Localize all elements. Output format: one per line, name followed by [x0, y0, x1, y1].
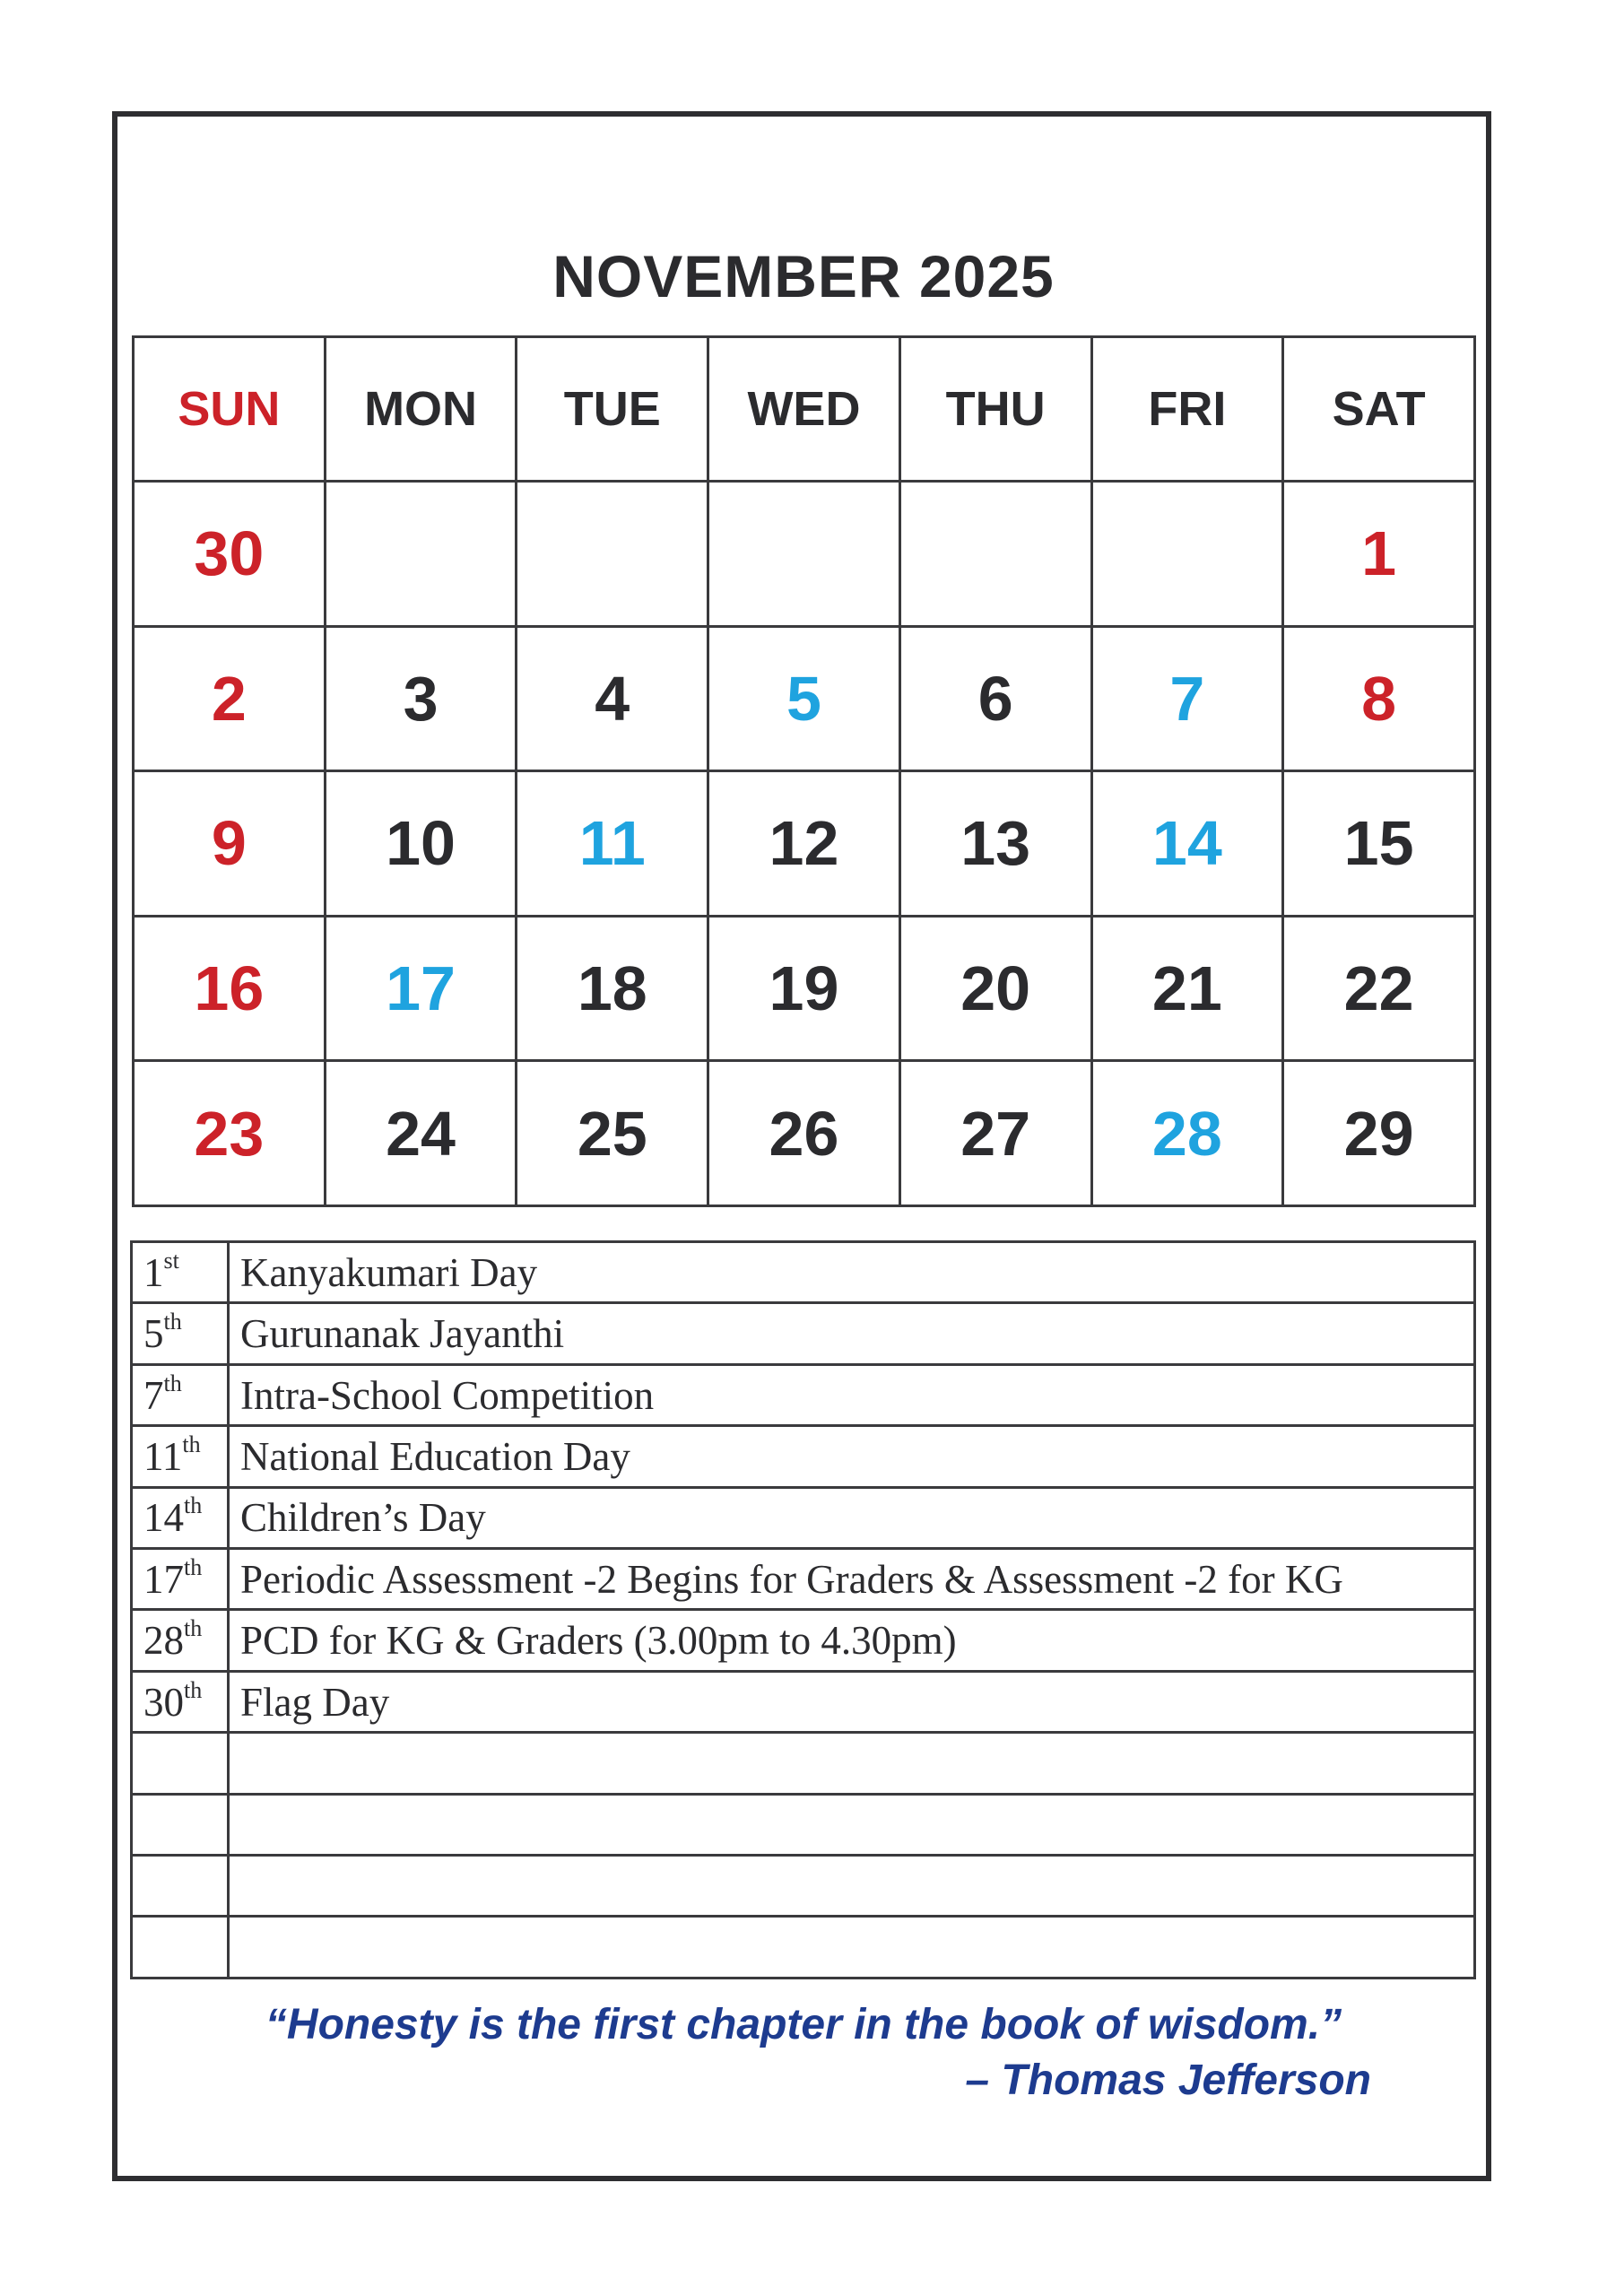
event-row [132, 1364, 1475, 1425]
event-row [132, 1856, 1475, 1917]
quote-text: “Honesty is the first chapter in the book of wisdom.” [265, 2001, 1342, 2048]
event-date-suffix: th [184, 1553, 203, 1580]
day-cell: 2 [134, 626, 326, 771]
event-date-number: 11 [143, 1433, 183, 1479]
day-cell: 11 [517, 771, 708, 917]
day-cell: 19 [708, 916, 900, 1061]
day-cell: 23 [134, 1061, 326, 1206]
day-cell: 24 [325, 1061, 517, 1206]
day-cell: 6 [899, 626, 1091, 771]
event-date [132, 1917, 229, 1979]
event-date-number: 30 [143, 1679, 184, 1725]
event-date [132, 1364, 229, 1425]
day-cell: 3 [325, 626, 517, 771]
event-row [132, 1549, 1475, 1610]
empty-day-cell [899, 482, 1091, 627]
weekday-sun: SUN [134, 337, 326, 482]
event-date [132, 1610, 229, 1671]
event-date [132, 1242, 229, 1303]
event-description [229, 1856, 1475, 1917]
day-cell: 25 [517, 1061, 708, 1206]
day-cell: 30 [134, 482, 326, 627]
day-cell: 8 [1283, 626, 1475, 771]
day-cell: 4 [517, 626, 708, 771]
week-row [134, 482, 1475, 627]
event-date-suffix: th [163, 1309, 182, 1335]
event-description [229, 1917, 1475, 1979]
day-cell: 18 [517, 916, 708, 1061]
weekday-mon: MON [325, 337, 517, 482]
calendar-title: NOVEMBER 2025 [552, 243, 1055, 309]
event-date-number: 17 [143, 1556, 184, 1602]
empty-day-cell [517, 482, 708, 627]
event-date [132, 1794, 229, 1855]
weekday-tue: TUE [517, 337, 708, 482]
event-date-number: 1 [143, 1249, 164, 1295]
day-cell: 26 [708, 1061, 900, 1206]
week-row [134, 1061, 1475, 1206]
event-date-suffix: th [182, 1431, 201, 1457]
day-cell: 12 [708, 771, 900, 917]
day-cell: 15 [1283, 771, 1475, 917]
day-cell: 27 [899, 1061, 1091, 1206]
weekday-sat: SAT [1283, 337, 1475, 482]
event-row [132, 1610, 1475, 1671]
event-date [132, 1487, 229, 1548]
event-description: PCD for KG & Graders (3.00pm to 4.30pm) [229, 1610, 1475, 1671]
event-description: Children’s Day [229, 1487, 1475, 1548]
day-cell: 1 [1283, 482, 1475, 627]
event-row [132, 1426, 1475, 1487]
event-date-suffix: th [184, 1676, 203, 1703]
event-row [132, 1303, 1475, 1364]
day-cell: 21 [1091, 916, 1283, 1061]
day-cell: 22 [1283, 916, 1475, 1061]
event-row [132, 1917, 1475, 1979]
event-description: National Education Day [229, 1426, 1475, 1487]
empty-day-cell [1091, 482, 1283, 627]
event-date-suffix: th [184, 1615, 203, 1642]
day-cell: 10 [325, 771, 517, 917]
day-cell: 28 [1091, 1061, 1283, 1206]
day-cell: 14 [1091, 771, 1283, 917]
event-description [229, 1733, 1475, 1794]
quote-author: – Thomas Jefferson [965, 2057, 1371, 2104]
empty-day-cell [708, 482, 900, 627]
day-cell: 9 [134, 771, 326, 917]
week-row [134, 626, 1475, 771]
day-cell: 16 [134, 916, 326, 1061]
event-row [132, 1487, 1475, 1548]
event-description: Periodic Assessment -2 Begins for Graders & Assessment -2 for KG [229, 1549, 1475, 1610]
event-row [132, 1671, 1475, 1732]
event-description: Kanyakumari Day [229, 1242, 1475, 1303]
event-date [132, 1303, 229, 1364]
event-date-number: 7 [143, 1372, 164, 1418]
weekday-header-row [134, 337, 1475, 482]
event-description: Intra-School Competition [229, 1364, 1475, 1425]
empty-day-cell [325, 482, 517, 627]
event-description: Flag Day [229, 1671, 1475, 1732]
event-description [229, 1794, 1475, 1855]
event-row [132, 1794, 1475, 1855]
event-date-number: 14 [143, 1495, 184, 1541]
event-date-suffix: th [163, 1370, 182, 1396]
weekday-wed: WED [708, 337, 900, 482]
day-cell: 5 [708, 626, 900, 771]
events-table [130, 1240, 1476, 1979]
event-row [132, 1242, 1475, 1303]
event-date-suffix: th [184, 1492, 203, 1519]
event-date [132, 1856, 229, 1917]
event-date-number: 5 [143, 1311, 164, 1357]
event-date [132, 1733, 229, 1794]
event-row [132, 1733, 1475, 1794]
weekday-fri: FRI [1091, 337, 1283, 482]
event-description: Gurunanak Jayanthi [229, 1303, 1475, 1364]
event-date [132, 1671, 229, 1732]
day-cell: 17 [325, 916, 517, 1061]
day-cell: 20 [899, 916, 1091, 1061]
event-date [132, 1426, 229, 1487]
week-row [134, 771, 1475, 917]
calendar-grid [132, 335, 1476, 1207]
day-cell: 13 [899, 771, 1091, 917]
event-date-suffix: st [163, 1247, 179, 1274]
event-date-number: 28 [143, 1618, 184, 1664]
event-date [132, 1549, 229, 1610]
week-row [134, 916, 1475, 1061]
day-cell: 7 [1091, 626, 1283, 771]
day-cell: 29 [1283, 1061, 1475, 1206]
weekday-thu: THU [899, 337, 1091, 482]
